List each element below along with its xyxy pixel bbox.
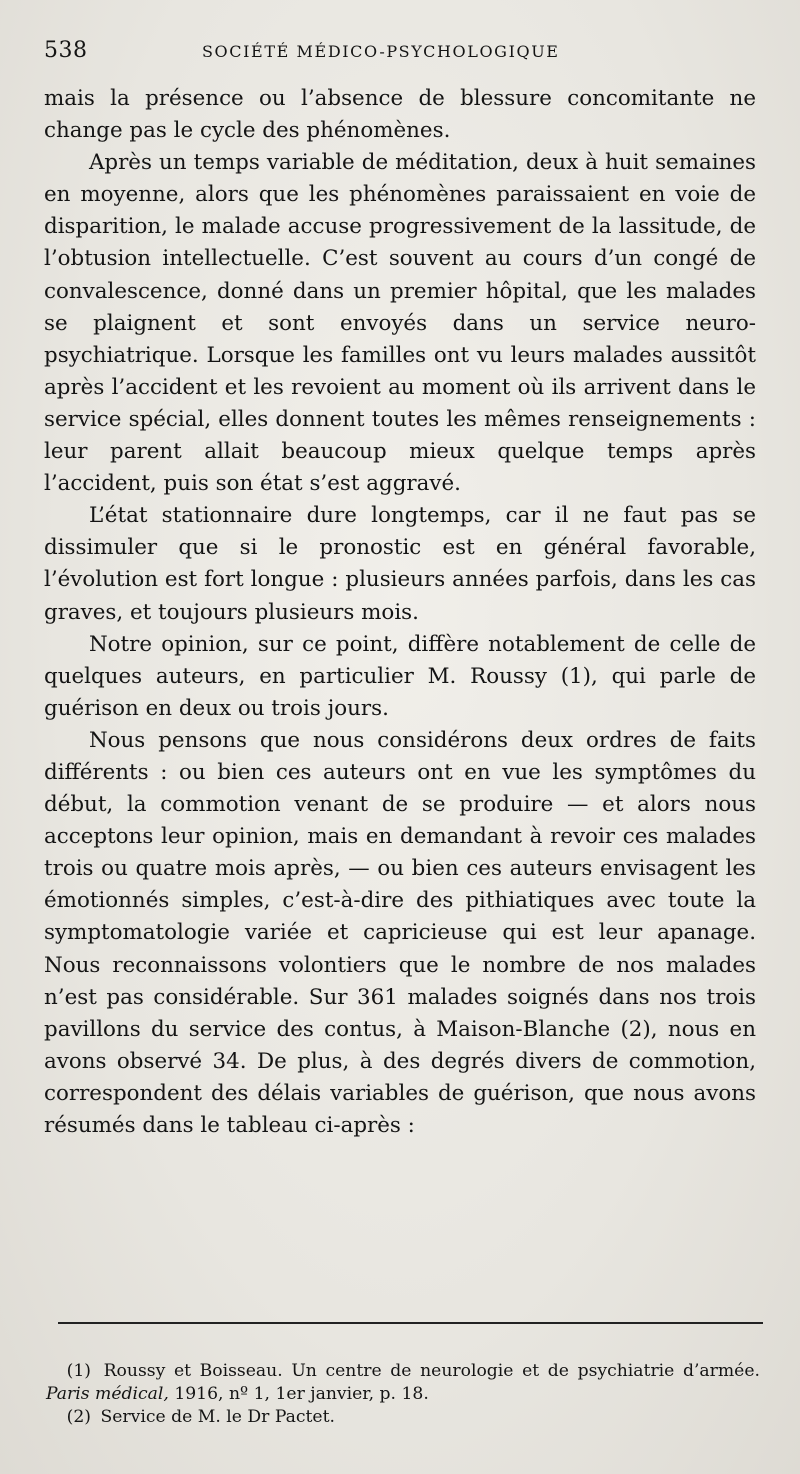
footnote-1-journal: Paris médical,: [46, 1384, 169, 1404]
running-title: SOCIÉTÉ MÉDICO-PSYCHOLOGIQUE: [202, 42, 560, 61]
paragraph-1: mais la présence ou l’absence de blessure concomitante ne change pas le cycle des phénomènes.: [44, 86, 756, 144]
footnote-2-text: Service de M. le Dr Pactet.: [100, 1407, 335, 1427]
paragraph-3: L’état stationnaire dure longtemps, car il ne faut pas se dissimuler que si le pronostic est en général favorable, l’évolution est fort longue : plusieurs années parfois, dans les cas graves, et toujours plusieurs mois.: [44, 503, 756, 625]
footnote-2: [46, 1406, 760, 1429]
footnotes: [46, 1360, 760, 1429]
paragraph-5: Nous pensons que nous considérons deux ordres de faits différents : ou bien ces auteurs ont en vue les symptômes du début, la commotion venant de se produire — et alors nous acceptons leur opinion, mais en demandant à revoir ces malades trois ou quatre mois après, — ou bien ces auteurs envisagent les émotionnés simples, c’est-à-dire des pithiatiques avec toute la symptomatologie variée et capricieuse qui est leur apanage. Nous reconnaissons volontiers que le nombre de nos malades n’est pas considérable. Sur 361 malades soignés dans nos trois pavillons du service des contus, à Maison-Blanche (2), nous en avons observé 34. De plus, à des degrés divers de commotion, correspondent des délais variables de guérison, que nous avons résumés dans le tableau ci-après :: [44, 727, 756, 1138]
footnote-1-text: Roussy et Boisseau. Un centre de neurologie et de psychiatrie d’armée.: [103, 1361, 760, 1381]
paragraph-2: Après un temps variable de méditation, deux à huit semaines en moyenne, alors que les phénomènes paraissaient en voie de disparition, le malade accuse progressivement de la lassitude, de l’obtusion intellectuelle. C’est souvent au cours d’un congé de convalescence, donné dans un premier hôpital, que les malades se plaignent et sont envoyés dans un service neuro-psychiatrique. Lorsque les familles ont vu leurs malades aussitôt après l’accident et les revoient au moment où ils arrivent dans le service spécial, elles donnent toutes les mêmes renseignements : leur parent allait beaucoup mieux quelque temps après l’accident, puis son état s’est aggravé.: [44, 150, 756, 497]
footnote-1: [46, 1360, 760, 1406]
footnote-1-citation: 1916, nº 1, 1er janvier, p. 18.: [174, 1384, 429, 1404]
page-header: [42, 38, 758, 72]
page-number: 538: [44, 38, 88, 63]
footnote-1-ref: (1): [66, 1361, 91, 1381]
paragraph-4: Notre opinion, sur ce point, diffère notablement de celle de quelques auteurs, en particulier M. Roussy (1), qui parle de guérison en deux ou trois jours.: [44, 631, 756, 721]
footnote-divider: [58, 1322, 763, 1324]
footnote-2-ref: (2): [66, 1407, 91, 1427]
body-text: [44, 83, 756, 1142]
